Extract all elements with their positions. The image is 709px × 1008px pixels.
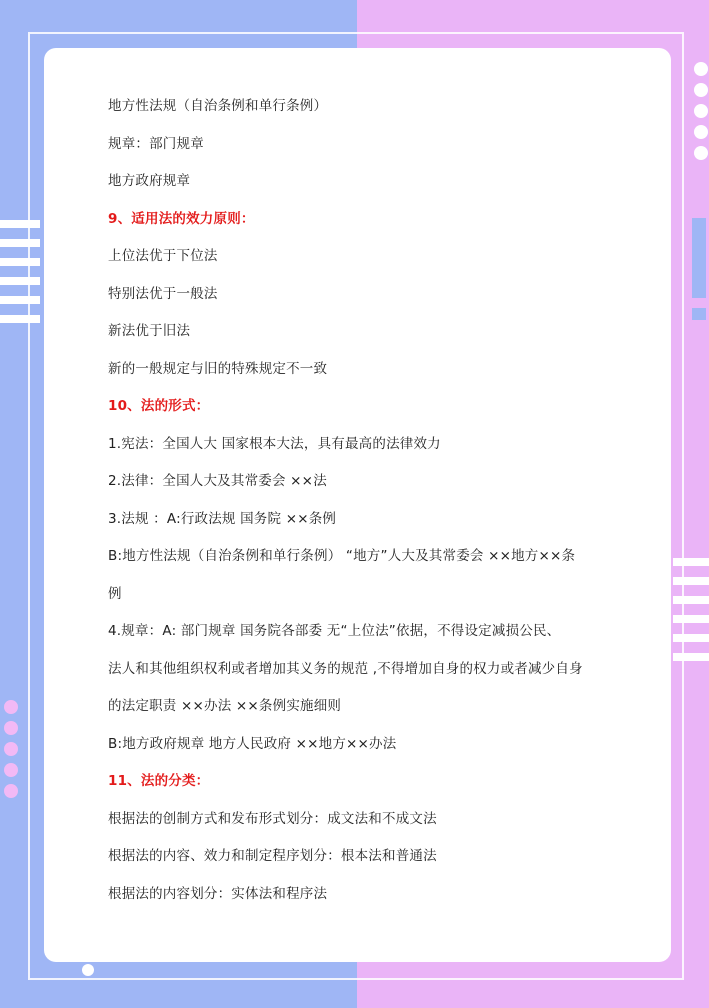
text-line: 例 bbox=[108, 585, 122, 602]
text-line: 规章：部门规章 bbox=[108, 135, 204, 152]
text-line: 3.法规 ：A:行政法规 国务院 ××条例 bbox=[108, 510, 337, 527]
text-line: B:地方政府规章 地方人民政府 ××地方××办法 bbox=[108, 735, 397, 752]
text-line: 根据法的创制方式和发布形式划分：成文法和不成文法 bbox=[108, 810, 437, 827]
decorative-dots-left bbox=[4, 700, 18, 805]
document-content bbox=[108, 88, 618, 913]
decorative-bar-right bbox=[692, 218, 706, 298]
text-line: 2.法律：全国人大及其常委会 ××法 bbox=[108, 473, 327, 489]
text-line: 根据法的内容划分：实体法和程序法 bbox=[108, 885, 328, 902]
text-line: 上位法优于下位法 bbox=[108, 248, 218, 264]
text-line: 法人和其他组织权利或者增加其义务的规范 ,不得增加自身的权力或者减少自身 bbox=[108, 660, 583, 677]
text-line: 地方性法规（自治条例和单行条例） bbox=[108, 98, 328, 114]
decorative-dot-bottom bbox=[82, 964, 94, 976]
text-line: 的法定职责 ××办法 ××条例实施细则 bbox=[108, 698, 342, 714]
text-line: 地方政府规章 bbox=[108, 173, 191, 189]
section-heading: 11、法的分类： bbox=[108, 773, 210, 789]
section-heading: 10、法的形式： bbox=[108, 398, 210, 414]
text-line: 4.规章：A: 部门规章 国务院各部委 无“上位法”依据，不得设定减损公民、 bbox=[108, 623, 561, 639]
decorative-dots-right bbox=[694, 62, 708, 167]
text-line: B:地方性法规（自治条例和单行条例） “地方”人大及其常委会 ××地方××条 bbox=[108, 548, 576, 564]
text-line: 根据法的内容、效力和制定程序划分：根本法和普通法 bbox=[108, 848, 437, 864]
text-line: 特别法优于一般法 bbox=[108, 285, 218, 302]
decorative-bar-right-small bbox=[692, 308, 706, 320]
text-line: 1.宪法：全国人大 国家根本大法，具有最高的法律效力 bbox=[108, 435, 441, 452]
section-heading: 9、适用法的效力原则： bbox=[108, 210, 255, 227]
text-line: 新法优于旧法 bbox=[108, 323, 191, 339]
text-line: 新的一般规定与旧的特殊规定不一致 bbox=[108, 360, 328, 377]
